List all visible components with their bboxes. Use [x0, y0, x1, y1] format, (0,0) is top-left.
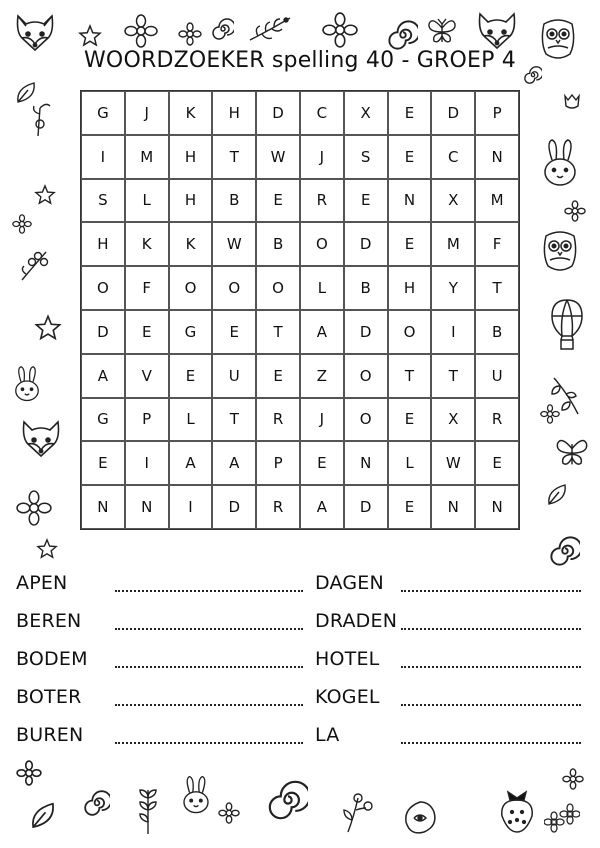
flower-icon	[562, 768, 584, 790]
grid-cell: M	[125, 135, 169, 179]
berries-icon	[18, 246, 50, 282]
word-right-4: KOGEL	[315, 686, 380, 708]
grid-cell: O	[212, 266, 256, 310]
grid-cell: V	[125, 354, 169, 398]
fox-icon	[474, 12, 520, 52]
answer-line-left-3	[115, 666, 303, 668]
grid-cell: W	[256, 135, 300, 179]
grid-cell: S	[344, 135, 388, 179]
grid-cell: H	[81, 222, 125, 266]
grid-cell: E	[256, 179, 300, 223]
grid-cell: T	[256, 310, 300, 354]
grid-cell: O	[344, 354, 388, 398]
grid-cell: X	[431, 398, 475, 442]
word-left-4: BOTER	[16, 686, 82, 708]
flower-icon	[12, 214, 32, 234]
grid-cell: E	[388, 485, 432, 529]
grid-cell: O	[344, 398, 388, 442]
spiral-icon	[212, 18, 234, 40]
grid-cell: J	[300, 398, 344, 442]
grid-cell: O	[169, 266, 213, 310]
grid-cell: N	[81, 485, 125, 529]
grid-cell: N	[431, 485, 475, 529]
spiral-icon	[268, 780, 308, 820]
grid-cell: E	[212, 310, 256, 354]
grid-cell: B	[212, 179, 256, 223]
grid-cell: A	[81, 354, 125, 398]
grid-cell: O	[256, 266, 300, 310]
grid-cell: U	[212, 354, 256, 398]
grid-cell: R	[300, 179, 344, 223]
tulip-icon	[562, 92, 582, 112]
answer-line-left-5	[115, 742, 303, 744]
grid-cell: N	[125, 485, 169, 529]
grid-cell: Z	[300, 354, 344, 398]
answer-line-left-1	[115, 590, 303, 592]
grid-cell: O	[81, 266, 125, 310]
fox-icon	[12, 14, 58, 54]
grid-cell: M	[475, 179, 519, 223]
grid-cell: N	[388, 179, 432, 223]
grid-cell: L	[169, 398, 213, 442]
grid-cell: G	[81, 398, 125, 442]
grid-cell: Y	[431, 266, 475, 310]
flower-icon	[16, 490, 52, 526]
grid-cell: D	[212, 485, 256, 529]
bunny-icon	[12, 362, 42, 406]
word-right-5: LA	[315, 724, 340, 746]
grid-cell: E	[81, 441, 125, 485]
answer-line-left-2	[115, 628, 303, 630]
grid-cell: X	[344, 91, 388, 135]
grid-cell: N	[475, 135, 519, 179]
grid-cell: D	[81, 310, 125, 354]
grid-cell: J	[125, 91, 169, 135]
answer-line-right-1	[401, 590, 581, 592]
grid-cell: K	[125, 222, 169, 266]
grid-cell: J	[300, 135, 344, 179]
grid-cell: E	[125, 310, 169, 354]
grid-cell: X	[431, 179, 475, 223]
answer-line-right-4	[401, 704, 581, 706]
grid-cell: W	[431, 441, 475, 485]
grid-cell: T	[212, 398, 256, 442]
spiral-icon	[524, 66, 542, 84]
grid-cell: R	[256, 398, 300, 442]
owl-icon	[538, 18, 578, 60]
word-right-2: DRADEN	[315, 610, 398, 632]
answer-line-left-4	[115, 704, 303, 706]
grid-cell: H	[169, 179, 213, 223]
grid-cell: P	[256, 441, 300, 485]
grid-cell: I	[169, 485, 213, 529]
grid-cell: C	[431, 135, 475, 179]
grid-cell: I	[431, 310, 475, 354]
grid-cell: H	[212, 91, 256, 135]
grid-cell: S	[81, 179, 125, 223]
page-title: WOORDZOEKER spelling 40 - GROEP 4	[83, 48, 517, 73]
word-left-5: BUREN	[16, 724, 84, 746]
grid-cell: A	[300, 485, 344, 529]
grid-cell: P	[475, 91, 519, 135]
grid-cell: A	[212, 441, 256, 485]
grid-cell: E	[344, 179, 388, 223]
grid-cell: E	[388, 91, 432, 135]
grid-cell: E	[475, 441, 519, 485]
star-icon	[34, 314, 62, 342]
grid-cell: E	[256, 354, 300, 398]
grid-cell: O	[300, 222, 344, 266]
grid-cell: C	[300, 91, 344, 135]
grid-cell: T	[431, 354, 475, 398]
strawberry-icon	[496, 786, 538, 834]
grid-cell: I	[81, 135, 125, 179]
leaf-icon	[28, 800, 58, 832]
sprig-icon	[246, 14, 294, 44]
word-right-3: HOTEL	[315, 648, 380, 670]
grid-cell: D	[344, 310, 388, 354]
answer-line-right-3	[401, 666, 581, 668]
flower-icon	[540, 404, 560, 424]
grid-cell: D	[431, 91, 475, 135]
flower-icon	[178, 22, 202, 46]
grid-cell: M	[431, 222, 475, 266]
grid-cell: H	[169, 135, 213, 179]
word-right-1: DAGEN	[315, 572, 384, 594]
grid-cell: B	[256, 222, 300, 266]
grid-cell: D	[344, 222, 388, 266]
grid-cell: A	[169, 441, 213, 485]
butterfly-icon	[554, 434, 590, 470]
grid-cell: B	[344, 266, 388, 310]
flower-icon	[564, 200, 586, 222]
grid-cell: L	[125, 179, 169, 223]
grid-cell: G	[169, 310, 213, 354]
grid-cell: E	[169, 354, 213, 398]
leaf-icon	[544, 482, 570, 508]
grid-cell: I	[125, 441, 169, 485]
word-left-1: APEN	[16, 572, 68, 594]
grid-cell: P	[125, 398, 169, 442]
bunny-icon	[180, 772, 212, 818]
grid-cell: B	[475, 310, 519, 354]
grid-cell: H	[388, 266, 432, 310]
word-left-3: BODEM	[16, 648, 88, 670]
word-search-grid	[80, 90, 520, 530]
grid-cell: R	[256, 485, 300, 529]
berries-icon	[340, 790, 376, 834]
flower-icon	[544, 802, 580, 836]
grid-cell: U	[475, 354, 519, 398]
grid-cell: K	[169, 91, 213, 135]
grid-cell: F	[125, 266, 169, 310]
grid-cell: L	[300, 266, 344, 310]
spiral-icon	[550, 536, 580, 566]
grid-cell: T	[388, 354, 432, 398]
flower-icon	[400, 798, 440, 838]
star-icon	[36, 538, 58, 560]
grid-cell: G	[81, 91, 125, 135]
berries-icon	[30, 98, 54, 138]
grid-cell: T	[212, 135, 256, 179]
grid-cell: N	[344, 441, 388, 485]
answer-line-right-5	[401, 742, 581, 744]
butterfly-icon	[426, 16, 458, 46]
grid-cell: E	[388, 135, 432, 179]
fox-icon	[18, 420, 64, 460]
flower-icon	[16, 760, 42, 786]
grid-cell: F	[475, 222, 519, 266]
answer-line-right-2	[401, 628, 581, 630]
star-icon	[78, 24, 102, 48]
spiral-icon	[388, 20, 418, 50]
grid-cell: D	[256, 91, 300, 135]
flower-icon	[322, 12, 358, 48]
grid-cell: T	[475, 266, 519, 310]
grid-cell: L	[388, 441, 432, 485]
grid-cell: N	[475, 485, 519, 529]
owl-icon	[540, 230, 580, 272]
flower-icon	[218, 802, 240, 824]
spiral-icon	[84, 790, 110, 816]
grid-cell: A	[300, 310, 344, 354]
grid-cell: E	[300, 441, 344, 485]
grid-cell: D	[344, 485, 388, 529]
word-left-2: BEREN	[16, 610, 82, 632]
grid-cell: W	[212, 222, 256, 266]
bunny-icon	[540, 138, 580, 188]
grid-cell: O	[388, 310, 432, 354]
star-icon	[34, 184, 56, 206]
balloon-icon	[550, 298, 584, 352]
flower-icon	[124, 14, 158, 48]
grid-cell: R	[475, 398, 519, 442]
sprig-icon	[136, 786, 160, 836]
grid-cell: E	[388, 222, 432, 266]
grid-cell: K	[169, 222, 213, 266]
grid-cell: E	[388, 398, 432, 442]
